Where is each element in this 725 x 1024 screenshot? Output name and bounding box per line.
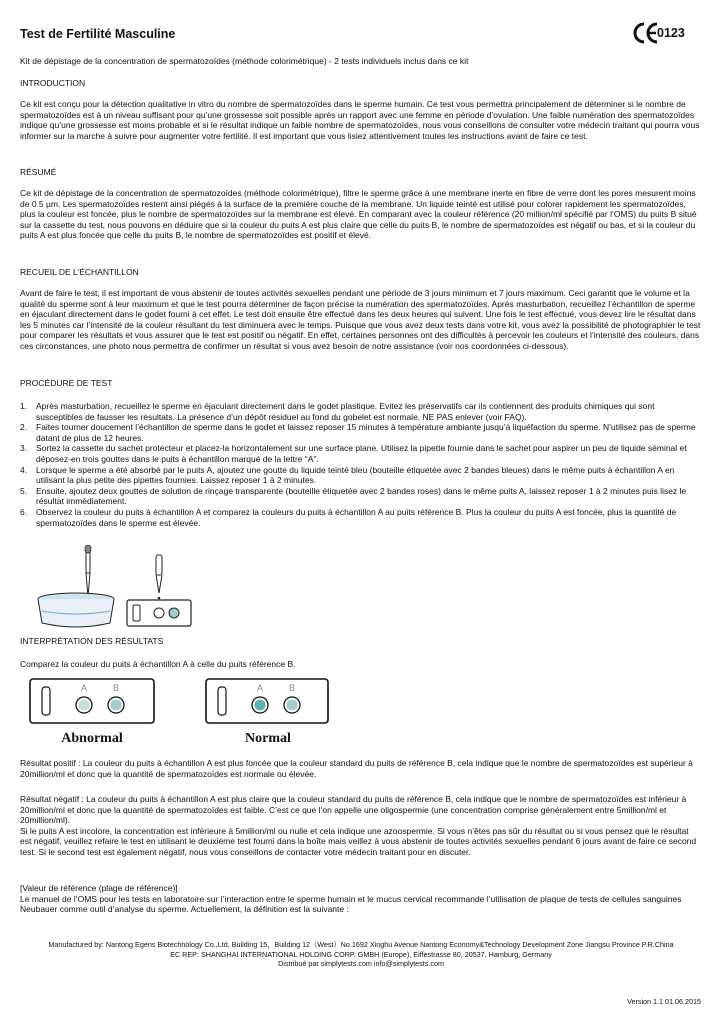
footer-manufacturer: Manufactured by: Nantong Egens Biotechnology Co.,Ltd, Building 15，Building 12（West）No.1692 Xinghu Avenue Nantong Economy&Technology Development Zone Jiangsu Province P.R.China (48, 940, 674, 949)
abnormal-label: Abnormal (61, 731, 123, 746)
azoospermia-paragraph: Si le puits A est incolore, la concentration est inférieure à 5million/ml ou nulle et cela indique une azoospermie. Si vous n’êtes pas sûr du résultat ou si vous pensez que le résultat est négatif, veuillez refaire le test en utilisant le deuxième test fourni dans la boîte mais veillez à vous abstenir de toutes activités sexuelles pendant 6 jours avant de faire ce second test. Si le second test est également négatif, nous vous conseillons de contacter votre médecin traitant pour en discuter. (20, 825, 697, 857)
abnormal-well-b (111, 700, 122, 711)
subtitle: Kit de dépistage de la concentration de spermatozoïdes (méthode colorimétrique) - 2 tests individuels inclus dans ce kit (20, 56, 469, 66)
procedure-heading: PROCÉDURE DE TEST (20, 378, 113, 388)
well-a-label: A (80, 683, 88, 693)
resume-text: Ce kit de dépistage de la concentration de spermatozoïdes (méthode colorimétrique), filtre le sperme grâce à une membrane inerte en fibre de verre dont les pores mesurent moins de 0.5 µm. Les spermatozoïdes restent ainsi piégés à la surface de la première couche de la membrane. Un liquide teinté est utilisé pour colorer rapidement les spermatozoïdes, plus la couleur est foncée, plus le nombre de spermatozoïdes sur la membrane est élevé. En comparant avec la couleur référence (20 million/ml spécifié par l’OMS) du puits B situé sur la cassette du test, nous pouvons en déduire que si la couleur du puits A est plus claire que celle du puits B, le nombre de spermatozoïdes est négatif ou bas, et si la couleur du puits A est plus foncée que celle du puits B, le nombre de spermatozoïdes est positif et élevé. (20, 188, 697, 241)
interpretation-intro: Comparez la couleur du puits à échantillon A à celle du puits référence B. (20, 659, 296, 669)
version-label: Version 1.1 01.06.2015 (627, 997, 701, 1006)
normal-label: Normal (245, 731, 291, 746)
interpretation-heading: INTERPRÉTATION DES RÉSULTATS (20, 636, 164, 646)
page-title: Test de Fertilité Masculine (20, 27, 176, 41)
normal-cassette (206, 679, 328, 746)
normal-well-b (287, 700, 298, 711)
introduction-text: Ce kit est conçu pour la détection qualitative in vitro du nombre de spermatozoïdes dans le sperme humain. Ce test vous permettra principalement de déterminer si le nombre de spermatozoïdes est à un niveau suffisant pour qu’une grossesse soit possible après un rapport avec une femme en période d’ovulation. Une faible numération des spermatozoïdes indique qu’une grossesse est moins probable et si le résultat indique un faible nombre de spermatozoïdes, nous vous conseillons de consulter votre médecin traitant qui pourra vous informer sur la marche à suivre pour augmenter votre fertilité. Il est important que vous lisiez attentivement toutes les instructions avant de faire ce test. (20, 99, 700, 141)
footer (20, 940, 702, 969)
well-a-label: A (256, 683, 264, 693)
recueil-heading: RECUEIL DE L’ÉCHANTILLON (20, 267, 139, 277)
abnormal-cassette (30, 679, 154, 746)
footer-distributor: Distribué par simplytests.com info@simplytests.com (278, 959, 444, 969)
procedure-step: 5. Ensuite, ajoutez deux gouttes de solution de rinçage transparente (bouteille étiquetée avec 2 bandes roses) dans le même puits A, laissez reposer 1 à 2 minutes puis lisez le résultat immédiatement. (20, 485, 687, 507)
procedure-step: 2. Faites tourner doucement l’échantillon de sperme dans le godet et laissez reposer 15 minutes à température ambiante jusqu’à liquéfaction du sperme. N’utilisez pas de sperme datant de plus de 12 heures. (20, 422, 696, 443)
footer-ec-rep: EC REP: SHANGHAI INTERNATIONAL HOLDING CORP. GMBH (Europe), Eiffestrasse 80, 20537, Hamburg, Germany (170, 949, 552, 959)
reference-section (20, 883, 702, 915)
negative-result-text (20, 794, 702, 858)
procedure-step: 1. Après masturbation, recueillez le sperme en éjaculant directement dans le godet plastique. Evitez les préservatifs car ils contiennent des produits chimiques qui sont susceptibles de fausser les résultats. La présence d’un dépôt résiduel au fond du gobelet est normale, NE PAS enlever (voir FAQ). (20, 401, 655, 422)
reference-text: Le manuel de l’OMS pour les tests en laboratoire sur l’interaction entre le sperme humain et le mucus cervical recommande l’utilisation de plaque de tests de cellules sanguines Neubauer comme outil d’analyse du sperme. Actuellement, la définition est la suivante : (20, 893, 682, 915)
well-b-label: B (288, 683, 296, 693)
negative-result-paragraph: Résultat négatif : La couleur du puits à échantillon A est plus claire que la couleur standard du puits de référence B, cela indique que le nombre de spermatozoïdes est inférieur à 20million/ml et donc que la quantité de spermatozoïdes est faible. C’est ce que l’on appelle une oligospermie (une concentration comprise généralement entre 5million/ml et 20million/ml). (20, 794, 687, 826)
positive-result-text: Résultat positif : La couleur du puits à échantillon A est plus foncée que la couleur standard du puits de référence B, cela indique que le nombre de spermatozoïdes est supérieur à 20million/ml et donc que la quantité de spermatozoïdes est normale ou élevée. (20, 758, 693, 779)
pipette-cup-icon (38, 545, 114, 627)
pipette-cassette-icon (127, 555, 191, 626)
procedure-illustration (32, 545, 202, 630)
procedure-step: 4. Lorsque le sperme a été absorbé par le puits A, ajoutez une goutte du liquide teinté bleu (bouteille étiquetée avec 2 bandes bleues) dans le même puits à échantillon A en utilisant la plus petite des pipettes fournies. Laissez reposer 1 à 2 minutes. (20, 464, 675, 486)
procedure-step: 3. Sortez la cassette du sachet protecteur et placez-la horizontalement sur une surface plane. Utilisez la pipette fournie dans le sachet pour aspirer un peu de liquide séminal et déposez-en trois gouttes dans le puits à échantillon marqué de la lettre “A”. (20, 443, 687, 464)
ce-mark-number: 0123 (657, 26, 685, 40)
recueil-text: Avant de faire le test, il est important de vous abstenir de toutes activités sexuelles pendant une période de 3 jours minimum et 7 jours maximum. Ceci garantit que le volume et la qualité du sperme sont à leur maximum et que le test pourra déterminer de façon précise la numération des spermatozoïdes. Après masturbation, recueillez l’échantillon de sperme en éjaculant directement dans le godet fourni à cet effet. Le test doit ensuite être effectué dans les deux heures qui suivent. Une fois le test effectué, vous devez lire le résultat dans les 5 minutes car l’intensité de la couleur résultant du test diminuera avec le temps. Puisque que vous avez deux tests dans votre kit, vous avez la possibilité de photographier le test pour comparer les résultats et vous assurer que le test est positif ou négatif. En effet, certaines personnes ont des difficultés à percevoir les couleurs et l’intensité des couleurs, dans ces circonstances, une photo nous permettra de confirmer un résultat si vous avez besoin de notre assistance (voir nos coordonnées ci-dessous). (20, 288, 701, 351)
reference-heading: [Valeur de référence (plage de référence)] (20, 883, 178, 893)
normal-well-a (255, 700, 266, 711)
resume-heading: RÉSUMÉ (20, 167, 57, 177)
well-b-label: B (112, 683, 120, 693)
abnormal-well-a (79, 700, 90, 711)
procedure-step: 6. Observez la couleur du puits à échantillon A et comparez la couleurs du puits à échantillon A au puits référence B. Plus la couleur du puits A est foncée, plus la quantité de spermatozoïdes dans le sperme est élevée. (20, 506, 677, 528)
introduction-heading: INTRODUCTION (20, 78, 86, 88)
result-cassettes-figure (28, 676, 348, 748)
procedure-steps (20, 401, 702, 528)
